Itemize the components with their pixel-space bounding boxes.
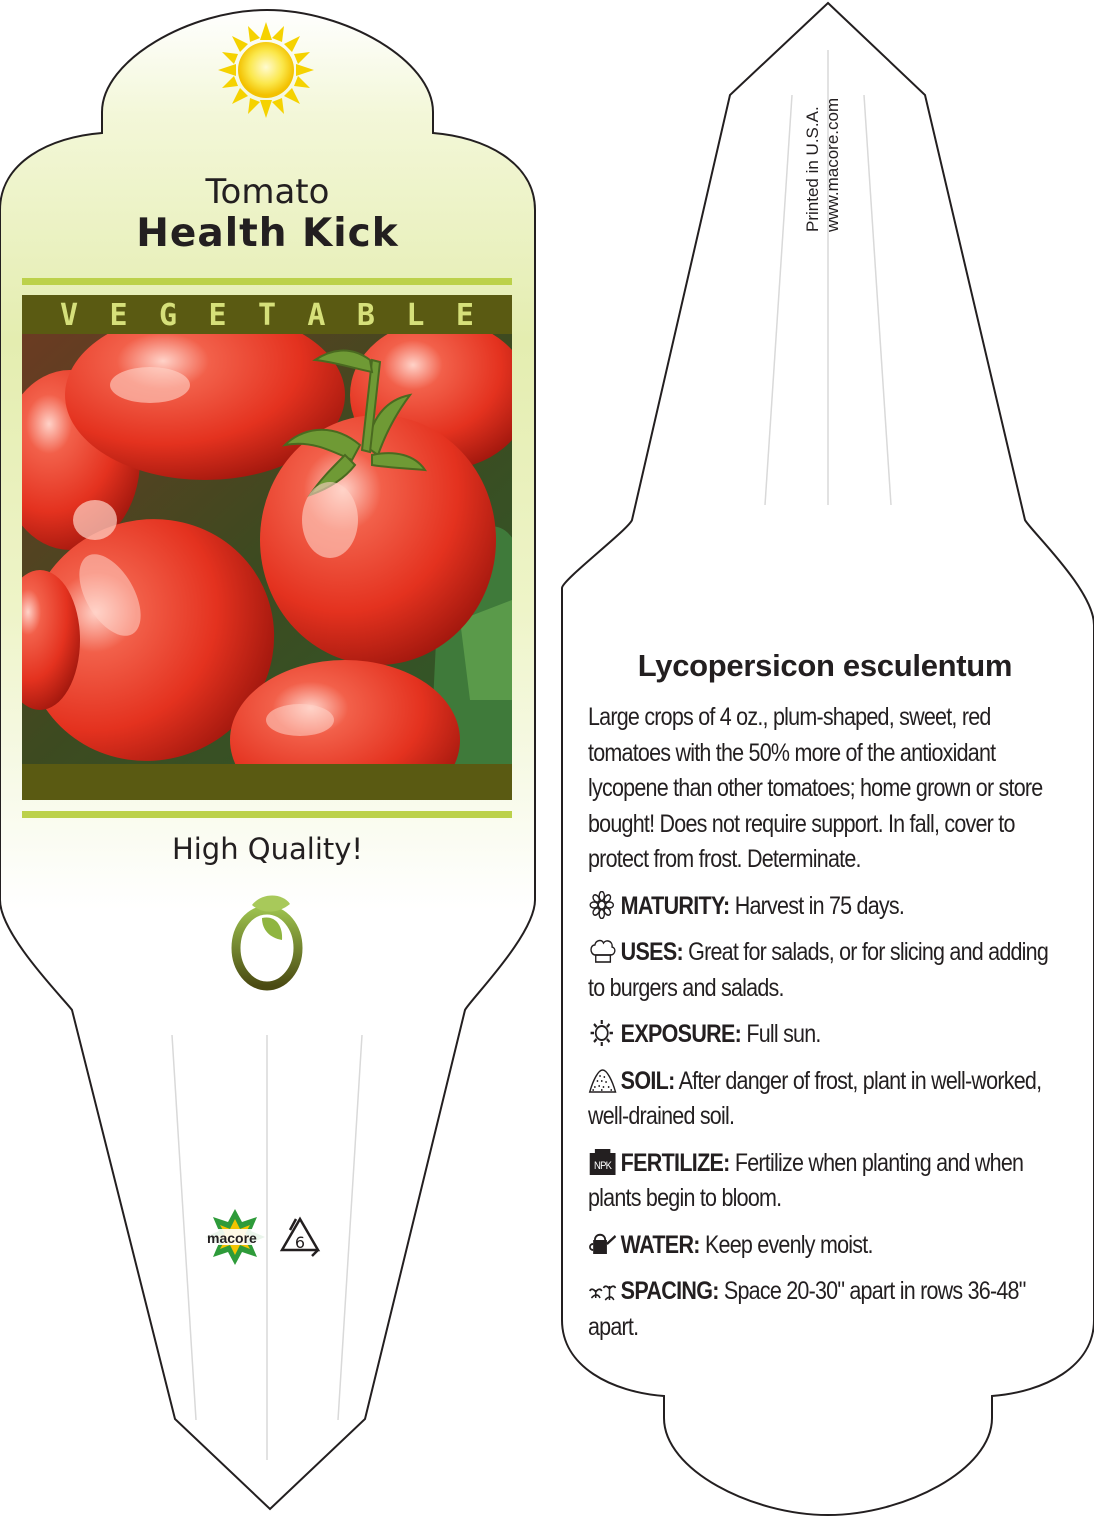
care-text: Full sun. [746, 1020, 821, 1048]
sun-icon [218, 22, 314, 118]
flower-icon [588, 891, 617, 919]
category-letter: E [109, 297, 128, 333]
category-letter: T [257, 297, 276, 333]
chef-hat-icon [588, 937, 617, 965]
recycle-number: 6 [294, 1233, 306, 1252]
care-spacing [588, 1274, 1059, 1345]
soil-pile-icon [588, 1066, 617, 1094]
category-letter: B [356, 297, 375, 333]
category-label [22, 296, 512, 334]
care-label: USES: [620, 938, 683, 966]
botanical-name: Lycopersicon esculentum [637, 648, 1013, 683]
category-letter: L [406, 297, 425, 333]
care-text: Harvest in 75 days. [734, 891, 905, 920]
description: Large crops of 4 oz., plum-shaped, sweet, red tomatoes with the 50% more of the antioxidant lycopene than other tomatoes; home grown or store bought! Does not require support. In fall, cover to protect from frost. Determinate. [588, 703, 1043, 873]
care-text: Keep evenly moist. [704, 1230, 873, 1259]
print-origin: Printed in U.S.A. [803, 106, 822, 232]
care-label: SOIL: [620, 1066, 675, 1095]
tagline: High Quality! [171, 832, 364, 866]
npk-fertilizer-icon [588, 1148, 617, 1176]
care-text: Great for salads, or for slicing and adding to burgers and salads. [588, 938, 1049, 1002]
care-water [588, 1228, 1059, 1264]
care-maturity [588, 889, 1059, 925]
care-label: EXPOSURE: [620, 1020, 742, 1048]
sun-outline-icon [588, 1019, 617, 1047]
brand-name: macore [207, 1230, 257, 1246]
care-exposure [588, 1017, 1059, 1053]
care-fertilize [588, 1146, 1059, 1217]
category-letter: A [307, 297, 326, 333]
print-note [803, 98, 843, 232]
care-label: MATURITY: [620, 891, 730, 920]
spacing-sprouts-icon [588, 1276, 617, 1304]
variety-type: Tomato [205, 172, 330, 212]
svg-text:NPK: NPK [594, 1159, 612, 1172]
category-letter: G [158, 297, 178, 333]
care-text: Space 20-30" apart in rows 36-48" apart. [588, 1277, 1026, 1341]
care-text: After danger of frost, plant in well-worked, well-drained soil. [588, 1066, 1042, 1130]
care-text: Fertilize when planting and when plants begin to bloom. [588, 1148, 1024, 1212]
category-letter: V [60, 297, 79, 333]
watering-can-icon [588, 1230, 617, 1258]
care-uses [588, 935, 1059, 1006]
website: www.macore.com [823, 97, 842, 232]
category-letter: E [208, 297, 227, 333]
tomato-photo [0, 310, 530, 820]
care-label: FERTILIZE: [620, 1148, 730, 1177]
care-label: SPACING: [620, 1277, 719, 1305]
care-label: WATER: [620, 1230, 700, 1259]
care-soil [588, 1064, 1059, 1135]
variety-name: Health Kick [136, 211, 399, 256]
category-letter: E [455, 297, 474, 333]
care-instructions [588, 700, 1059, 1356]
